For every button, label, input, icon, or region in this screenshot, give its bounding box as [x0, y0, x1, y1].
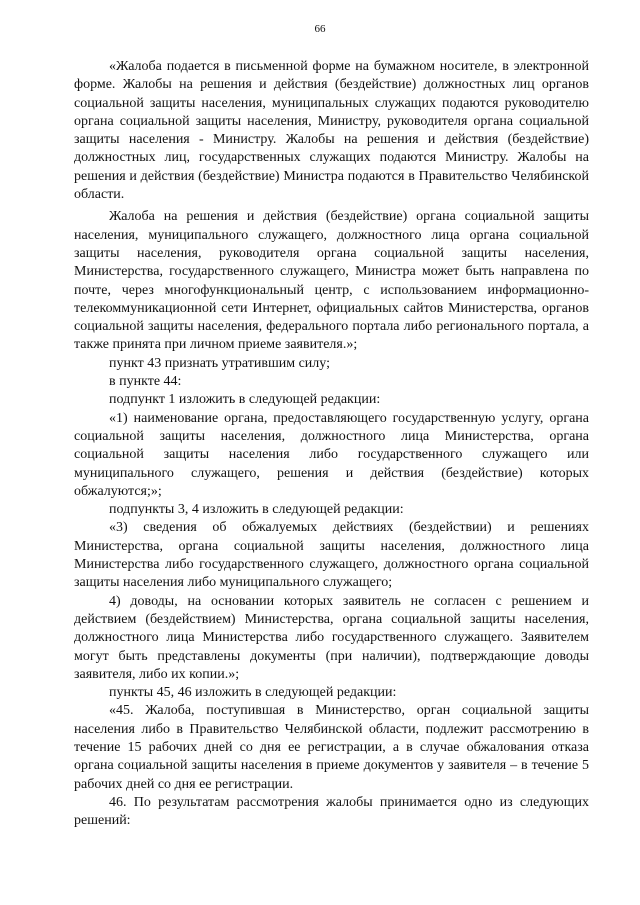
paragraph-subitem-1: «1) наименование органа, предоставляющего государственную услугу, органа социальной защиты населения, должностного лица Министерства, органа социальной защиты населения либо государственного служащего или муниципального служащего, решения и действия (бездействие) которых обжалуются;»; — [74, 410, 589, 499]
paragraph-subitems-3-4-intro: подпункты 3, 4 изложить в следующей редакции: — [109, 502, 404, 518]
paragraph-item-44: в пункте 44: — [109, 374, 182, 390]
paragraph-complaint-submission: Жалоба на решения и действия (бездействие) органа социальной защиты населения, муниципального служащего, должностного лица органа социальной защиты населения, руководителя органа социальной защиты населения, Министерства, государственного служащего, Министра может быть направлена по почте, через многофункциональный центр, с использованием информационно-телекоммуникационной сети Интернет, официальных сайтов Министерства, органов социальной защиты населения, федерального портала либо регионального портала, а также принята при личном приеме заявителя.»; — [74, 209, 589, 353]
paragraph-item-43: пункт 43 признать утратившим силу; — [109, 355, 330, 371]
paragraph-item-45: «45. Жалоба, поступившая в Министерство, орган социальной защиты населения либо в Правительство Челябинской области, подлежит рассмотрению в течение 15 рабочих дней со дня ее регистрации, а в случае обжалования отказа органа социальной защиты населения в приеме документов у заявителя – в течение 5 рабочих дней со дня ее регистрации. — [74, 703, 589, 792]
document-body — [74, 58, 589, 830]
paragraph-subitem-3: «3) сведения об обжалуемых действиях (бездействии) и решениях Министерства, органа социальной защиты населения, должностного лица Министерства либо государственного служащего, должностного органа социальной защиты населения либо муниципального служащего; — [74, 520, 589, 591]
page-number: 66 — [314, 23, 326, 35]
paragraph-complaint-form: «Жалоба подается в письменной форме на бумажном носителе, в электронной форме. Жалобы на решения и действия (бездействие) должностных лиц органов социальной защиты населения, муниципальных служащих подаются руководителю органа социальной защиты населения, Министру, руководителя органа социальной защиты населения - Министру. Жалобы на решения и действия (бездействие) должностных лиц, государственных служащих подаются Министру. Жалобы на решения и действия (бездействие) Министра подаются в Правительство Челябинской области. — [74, 59, 589, 203]
paragraph-items-45-46-intro: пункты 45, 46 изложить в следующей редакции: — [109, 685, 397, 701]
paragraph-item-46: 46. По результатам рассмотрения жалобы принимается одно из следующих решений: — [74, 794, 589, 829]
paragraph-subitem-4: 4) доводы, на основании которых заявитель не согласен с решением и действием (бездействием) Министерства, органа социальной защиты населения, должностного лица Министерства либо государственного служащего. Заявителем могут быть представлены документы (при наличии), подтверждающие доводы заявителя, либо их копии.»; — [74, 593, 589, 682]
paragraph-subitem-1-intro: подпункт 1 изложить в следующей редакции: — [109, 392, 381, 408]
